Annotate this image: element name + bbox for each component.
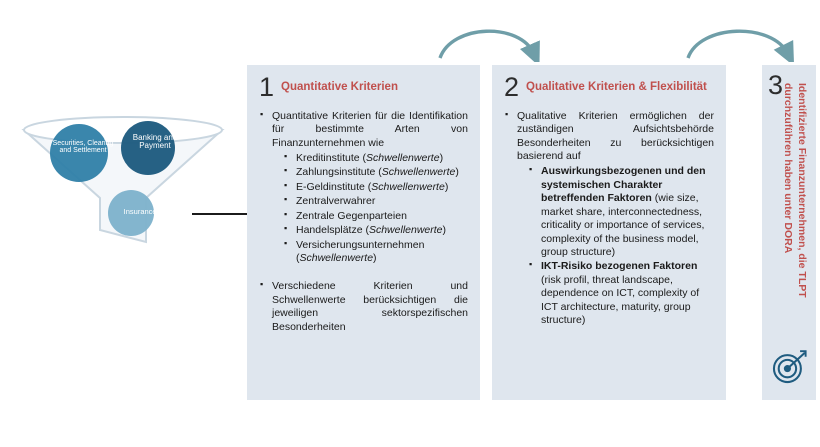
panel-2-number: 2 bbox=[504, 72, 520, 102]
item-emphasis: Schwellenwerte bbox=[366, 151, 440, 164]
item-emphasis: Schwellenwerte bbox=[299, 252, 374, 265]
item-text: (wie size, market share, interconnectedness, criticality or importance of services, complexity of the business model, group structure) bbox=[541, 192, 705, 259]
item-text: Quantitative Kriterien für die Identifikation für bestimmte Arten von Finanzunternehmen wie bbox=[272, 109, 468, 149]
item-emphasis: Schwellenwerte bbox=[368, 224, 443, 237]
list-item bbox=[284, 152, 468, 165]
panel-1-header bbox=[259, 72, 468, 102]
item-text-tail: ) bbox=[444, 180, 449, 193]
panel-identified-entities bbox=[762, 62, 816, 400]
funnel-graphic bbox=[18, 110, 228, 250]
list-item bbox=[284, 224, 468, 237]
list-item bbox=[504, 110, 714, 328]
item-text: Zentrale Gegenparteien bbox=[296, 209, 407, 222]
list-item bbox=[284, 166, 468, 179]
list-item bbox=[529, 165, 714, 259]
item-text: Verschiedene Kriterien und Schwellenwerte berücksichtigen die jeweiligen sektorspezifischen Besonderheiten bbox=[272, 280, 468, 333]
panel-1-body bbox=[259, 110, 468, 335]
list-item bbox=[284, 195, 468, 208]
target-icon bbox=[770, 348, 808, 386]
item-text: (risk profil, threat landscape, dependence on ICT, complexity of ICT architecture, maturity, group structure) bbox=[541, 273, 700, 327]
item-text-tail: ) bbox=[439, 151, 444, 164]
item-text-tail: ) bbox=[373, 252, 377, 265]
item-emphasis: Schwellenwerte bbox=[381, 166, 456, 179]
panel-qualitative-kriterien bbox=[492, 62, 726, 400]
item-emphasis: IKT-Risiko bezogenen Faktoren bbox=[541, 260, 698, 273]
item-text: Versicherungsunternehmen ( bbox=[296, 238, 425, 265]
funnel-connector-line bbox=[192, 213, 247, 215]
list-item bbox=[259, 110, 468, 266]
item-text: Zentralverwahrer bbox=[296, 195, 376, 208]
bubble-securities-shape bbox=[50, 124, 108, 182]
panel-2-title: Qualitative Kriterien & Flexibilität bbox=[526, 81, 707, 93]
list-item bbox=[529, 260, 714, 327]
item-text: Kreditinstitute ( bbox=[296, 151, 367, 164]
panel-2-header bbox=[504, 72, 714, 102]
item-text: Zahlungsinstitute ( bbox=[296, 166, 382, 179]
list-item bbox=[284, 239, 468, 266]
spacer bbox=[259, 268, 468, 280]
item-text: Qualitative Kriterien ermöglichen der zuständigen Aufsichtsbehörde Besonderheiten zu berücksichtigen basierend auf bbox=[517, 109, 714, 162]
item-text-tail: ) bbox=[455, 166, 459, 179]
bubble-label-banking: Banking and Payment bbox=[132, 133, 178, 151]
list-item bbox=[284, 210, 468, 223]
panel-quantitative-kriterien bbox=[247, 62, 480, 400]
panel-1-number: 1 bbox=[259, 72, 275, 102]
item-text-tail: ) bbox=[442, 224, 447, 237]
panel-3-vertical-text: Identifizierte Finanzunternehmen, die TLPT durchzuführen haben unter DORA bbox=[782, 83, 808, 298]
panel-2-body bbox=[504, 110, 714, 328]
arrow-1-to-2 bbox=[440, 31, 534, 58]
bubble-banking-shape bbox=[121, 121, 175, 175]
bubble-label-insurances: Insurances bbox=[123, 207, 161, 216]
arrow-2-to-3 bbox=[688, 31, 788, 58]
item-emphasis: Auswirkungsbezogenen und den systemischen Charakter betreffenden Faktoren bbox=[541, 165, 706, 205]
item-emphasis: Schwellenwerte bbox=[371, 180, 445, 193]
list-item bbox=[259, 280, 468, 334]
bubble-insurances-shape bbox=[108, 190, 154, 236]
panel-3-number: 3 bbox=[768, 70, 784, 100]
item-text: Handelsplätze ( bbox=[296, 224, 369, 237]
item-text: E-Geldinstitute ( bbox=[296, 180, 372, 193]
panel-1-title: Quantitative Kriterien bbox=[281, 81, 398, 93]
bubble-label-securities: Securities, Clearing and Settlement bbox=[52, 140, 114, 155]
list-item bbox=[284, 181, 468, 194]
panel-3-vertical-text-wrap bbox=[762, 65, 816, 365]
funnel-shape bbox=[18, 110, 228, 250]
